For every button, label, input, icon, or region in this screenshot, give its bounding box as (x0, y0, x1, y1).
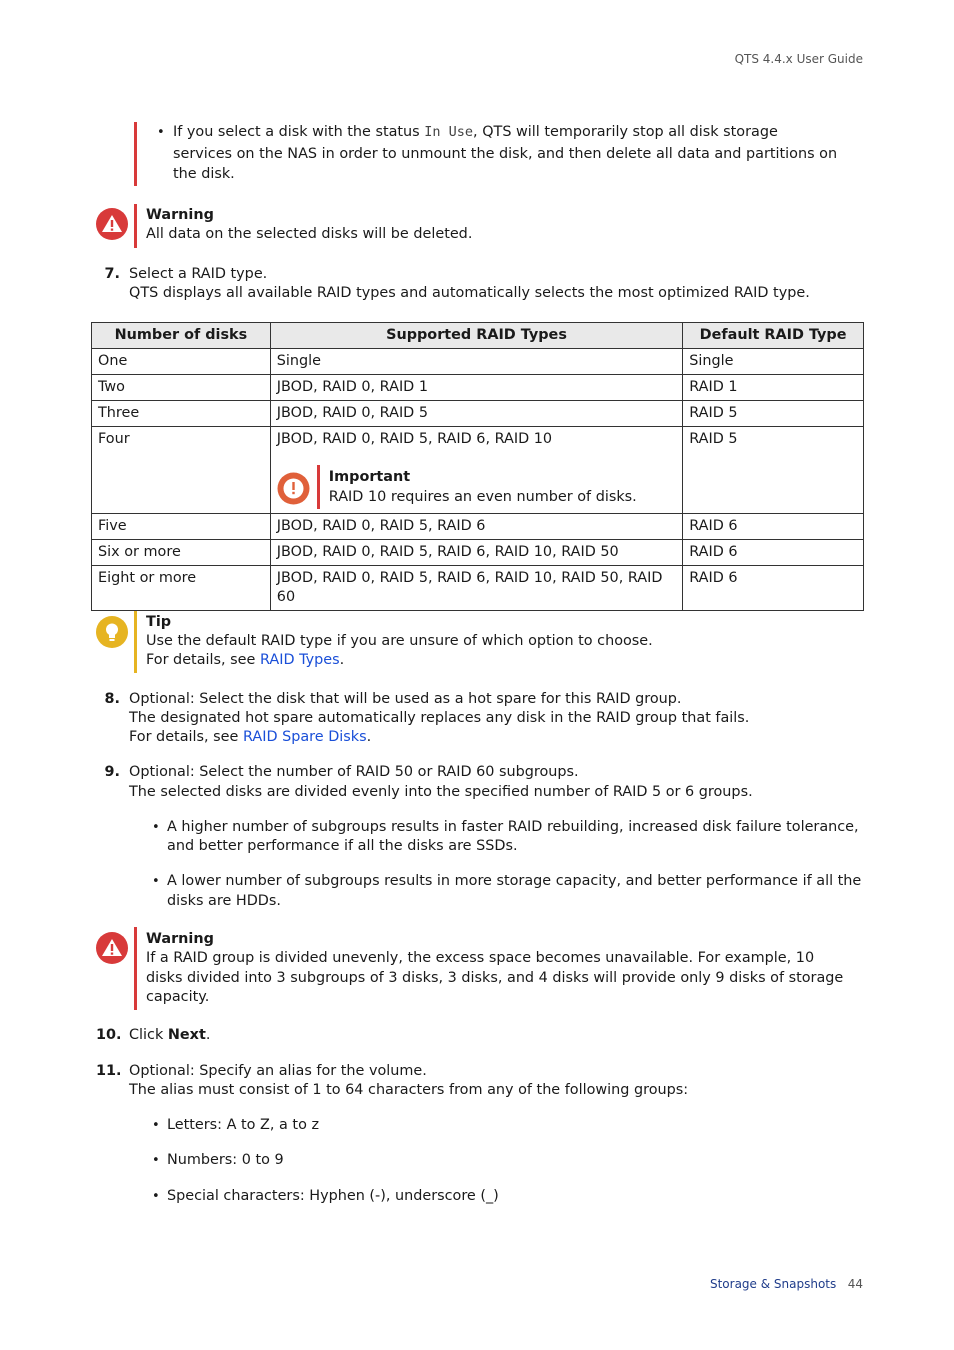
warning-bar (134, 927, 137, 1010)
column-header: Default RAID Type (683, 323, 864, 349)
step-details (129, 728, 371, 748)
tip-bar (134, 611, 137, 673)
warning-text: All data on the selected disks will be deleted. (146, 226, 473, 242)
bullet-dot: • (152, 820, 160, 835)
disk-count-cell: Three (92, 401, 271, 427)
warning-text: If a RAID group is divided unevenly, the excess space becomes unavailable. For example, 10 (146, 950, 815, 966)
page-footer (710, 1275, 863, 1295)
supported-types-cell: JBOD, RAID 0, RAID 5, RAID 6 (270, 514, 682, 540)
step-details-text: For details, see (129, 729, 243, 745)
raid-spare-disks-link[interactable]: RAID Spare Disks (242, 729, 367, 745)
list-item-text: Numbers: 0 to 9 (167, 1152, 284, 1168)
supported-types-cell (270, 427, 682, 514)
table-row (92, 375, 864, 401)
disk-count-cell: Four (92, 427, 271, 514)
note-line-2: services on the NAS in order to unmount the disk, and then delete all data and partitions on (173, 146, 838, 162)
supported-types-cell: JBOD, RAID 0, RAID 5 (270, 401, 682, 427)
list-item-text: A higher number of subgroups results in faster RAID rebuilding, increased disk failure tolerance, (167, 819, 859, 835)
step-text: Optional: Select the disk that will be used as a hot spare for this RAID group. (129, 691, 682, 707)
note-text: If you select a disk with the status (173, 124, 425, 140)
table-row (92, 349, 864, 375)
step-number: 11. (96, 1063, 122, 1079)
default-type-cell: Single (683, 349, 864, 375)
bullet-dot: • (157, 125, 165, 140)
list-item-text: A lower number of subgroups results in more storage capacity, and better performance if all the (167, 873, 862, 889)
step-text: The designated hot spare automatically replaces any disk in the RAID group that fails. (129, 710, 750, 726)
important-bar (317, 465, 320, 509)
step-text: QTS displays all available RAID types and automatically selects the most optimized RAID type. (129, 285, 810, 301)
step-number: 7. (104, 266, 120, 282)
warning-title: Warning (146, 931, 214, 947)
table-header-row (92, 323, 864, 349)
note-bar (134, 122, 137, 186)
step-text: The selected disks are divided evenly into the specified number of RAID 5 or 6 groups. (129, 784, 753, 800)
tip-details-text: For details, see (146, 652, 260, 668)
supported-types-cell: JBOD, RAID 0, RAID 1 (270, 375, 682, 401)
important-title: Important (328, 469, 411, 485)
guide-title: QTS 4.4.x User Guide (734, 52, 863, 66)
raid-types-link[interactable]: RAID Types (259, 652, 340, 668)
warning-icon (95, 931, 129, 965)
warning-text: capacity. (146, 989, 210, 1005)
tip-title: Tip (146, 614, 172, 630)
disk-count-cell: Eight or more (92, 566, 271, 611)
step-text: Optional: Specify an alias for the volume. (129, 1063, 427, 1079)
supported-types-cell: JBOD, RAID 0, RAID 5, RAID 6, RAID 10, RAID 50 (270, 540, 682, 566)
warning-bar (134, 204, 137, 248)
list-item-text: and better performance if all the disks are SSDs. (167, 838, 518, 854)
important-icon (277, 472, 310, 505)
column-header: Supported RAID Types (270, 323, 682, 349)
step-text: Select a RAID type. (129, 266, 268, 282)
status-code: In Use (424, 124, 474, 140)
default-type-cell: RAID 6 (683, 566, 864, 611)
next-button-label: Next (167, 1027, 206, 1043)
tip-details (146, 651, 344, 671)
footer-section: Storage & Snapshots (709, 1277, 837, 1291)
table-row (92, 540, 864, 566)
list-item-text: disks are HDDs. (167, 893, 281, 909)
warning-text: disks divided into 3 subgroups of 3 disks, 3 disks, and 4 disks will provide only 9 disks of storage (146, 970, 844, 986)
bullet-dot: • (152, 1118, 160, 1133)
step-number: 9. (104, 764, 120, 780)
warning-title: Warning (146, 207, 214, 223)
list-item-text: Special characters: Hyphen (-), underscore (_) (167, 1188, 499, 1204)
step-details-text: . (366, 729, 372, 745)
tip-text: Use the default RAID type if you are unsure of which option to choose. (146, 633, 653, 649)
step-text: Optional: Select the number of RAID 50 or RAID 60 subgroups. (129, 764, 579, 780)
list-item-text: Letters: A to Z, a to z (167, 1117, 320, 1133)
lightbulb-icon (95, 615, 129, 649)
note-text: , QTS will temporarily stop all disk storage (473, 124, 778, 140)
default-type-cell: RAID 5 (683, 401, 864, 427)
supported-types-cell: JBOD, RAID 0, RAID 5, RAID 6, RAID 10, RAID 50, RAID 60 (270, 566, 682, 611)
page-number: 44 (847, 1277, 863, 1291)
default-type-cell: RAID 6 (683, 540, 864, 566)
warning-icon (95, 207, 129, 241)
disk-count-cell: Two (92, 375, 271, 401)
step-text-part: Click (129, 1027, 168, 1043)
note-line-1 (173, 123, 778, 143)
table-row (92, 566, 864, 611)
note-line-3: the disk. (173, 166, 235, 182)
bullet-dot: • (152, 1153, 160, 1168)
table-row (92, 401, 864, 427)
raid-type-table (91, 322, 864, 611)
supported-types-cell: Single (270, 349, 682, 375)
step-text (129, 1026, 210, 1046)
step-text-part: . (205, 1027, 211, 1043)
default-type-cell: RAID 1 (683, 375, 864, 401)
default-type-cell: RAID 6 (683, 514, 864, 540)
default-type-cell: RAID 5 (683, 427, 864, 514)
bullet-dot: • (152, 874, 160, 889)
tip-details-text: . (339, 652, 345, 668)
bullet-dot: • (152, 1189, 160, 1204)
important-text: RAID 10 requires an even number of disks. (328, 489, 637, 505)
disk-count-cell: Six or more (92, 540, 271, 566)
disk-count-cell: One (92, 349, 271, 375)
supported-types-text: JBOD, RAID 0, RAID 5, RAID 6, RAID 10 (276, 431, 553, 447)
table-row (92, 427, 864, 514)
step-text: The alias must consist of 1 to 64 characters from any of the following groups: (129, 1082, 689, 1098)
column-header: Number of disks (92, 323, 271, 349)
step-number: 8. (104, 691, 120, 707)
disk-count-cell: Five (92, 514, 271, 540)
step-number: 10. (96, 1027, 122, 1043)
table-row (92, 514, 864, 540)
